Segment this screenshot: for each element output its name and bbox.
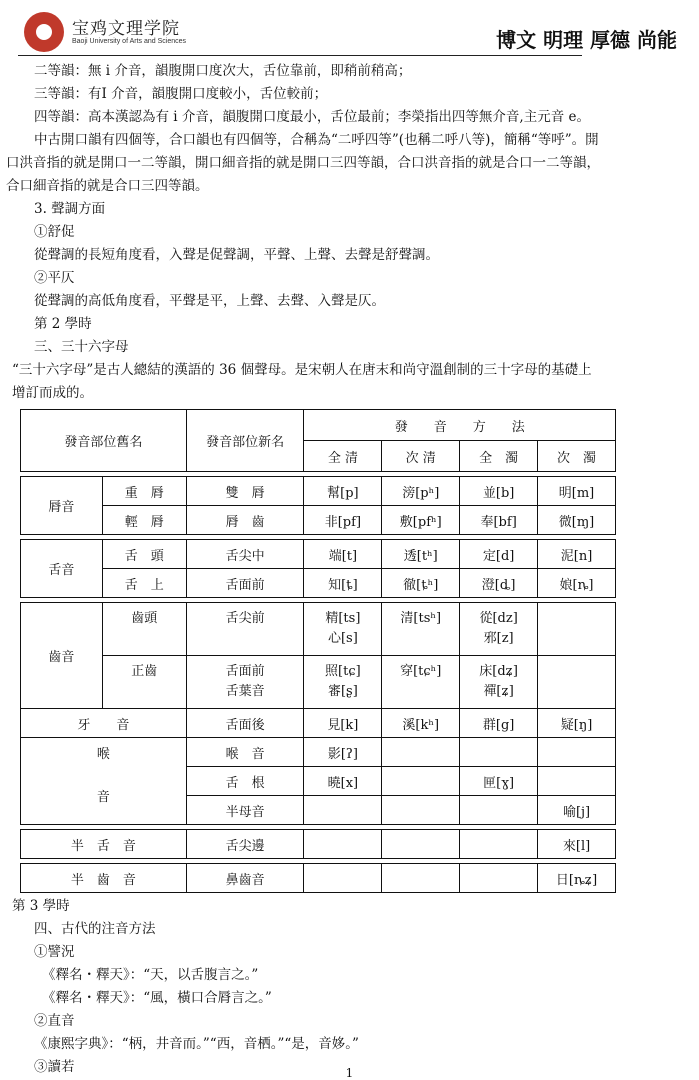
initial-cell	[304, 796, 382, 825]
initial-cell	[382, 830, 460, 859]
group-teeth: 齒音	[21, 603, 103, 709]
initial-cell: 端[t]	[304, 540, 382, 569]
initial-cell: 澄[ȡ]	[460, 569, 538, 598]
university-name-en: Baoji University of Arts and Sciences	[72, 38, 186, 45]
old-name: 齒頭	[102, 603, 186, 656]
subheading: ②平仄	[34, 270, 75, 286]
initial-cell	[460, 738, 538, 767]
initial-cell: 定[d]	[460, 540, 538, 569]
initial-cell: 娘[ȵ]	[538, 569, 616, 598]
initial-cell	[460, 796, 538, 825]
initial-cell: 穿[tɕʰ]	[382, 656, 460, 709]
initial-cell	[304, 830, 382, 859]
initial-cell: 明[m]	[538, 477, 616, 506]
initial-cell	[304, 864, 382, 893]
initials-table	[20, 409, 616, 893]
university-logo-icon	[24, 12, 64, 52]
old-name: 舌 頭	[102, 540, 186, 569]
header-quanqing: 全 清	[304, 441, 382, 472]
initial-cell	[538, 603, 616, 656]
initial-cell: 微[ɱ]	[538, 506, 616, 535]
quote: 《釋名・釋天》：“天，以舌腹言之。”	[42, 967, 259, 983]
new-name: 舌面後	[186, 709, 304, 738]
paragraph: 從聲調的高低角度看，平聲是平，上聲、去聲、入聲是仄。	[34, 293, 385, 309]
new-name: 舌尖中	[186, 540, 304, 569]
header-divider	[18, 55, 582, 56]
initial-cell: 匣[ɣ]	[460, 767, 538, 796]
new-name: 舌尖邊	[186, 830, 304, 859]
initial-cell	[538, 738, 616, 767]
initial-cell: 日[ȵʑ]	[538, 864, 616, 893]
motto: 博文 明理 厚德 尚能	[496, 28, 677, 52]
new-name: 舌面前 舌葉音	[186, 656, 304, 709]
paragraph: 中古開口韻有四個等，合口韻也有四個等，合稱為“二呼四等”(也稱二呼八等)，簡稱“等呼”。開口洪音指的就是開口一二等韻，開口細音指的就是開口三四等韻，合口洪音指的就是合口一二等韻，合口細音指的就是合口三四等韻。	[6, 132, 600, 194]
new-name: 喉 音	[186, 738, 304, 767]
subheading: ②直音	[34, 1013, 75, 1029]
old-name: 輕 脣	[102, 506, 186, 535]
new-name: 舌 根	[186, 767, 304, 796]
document-body	[6, 60, 604, 1079]
quote: 《康熙字典》：“柄，井音而。”“西，音栖。”“是，音姼。”	[34, 1036, 359, 1052]
new-name: 鼻齒音	[186, 864, 304, 893]
initial-cell: 從[dz] 邪[z]	[460, 603, 538, 656]
initial-cell: 曉[x]	[304, 767, 382, 796]
group-lip: 脣音	[21, 477, 103, 535]
section-heading: 四、古代的注音方法	[34, 921, 156, 937]
old-name: 舌 上	[102, 569, 186, 598]
group-banshe: 半 舌 音	[21, 830, 187, 859]
header-cizhuo: 次 濁	[538, 441, 616, 472]
initial-cell	[460, 830, 538, 859]
section-heading: 3. 聲調方面	[34, 201, 106, 217]
old-name: 重 脣	[102, 477, 186, 506]
header-old-name: 發音部位舊名	[21, 410, 187, 472]
old-name: 正齒	[102, 656, 186, 709]
group-throat: 喉	[21, 738, 187, 767]
subheading: ①譬況	[34, 944, 75, 960]
initial-cell: 影[ʔ]	[304, 738, 382, 767]
initial-cell: 照[tɕ] 審[ʂ]	[304, 656, 382, 709]
header-ciqing: 次 清	[382, 441, 460, 472]
university-name: 宝鸡文理学院	[72, 19, 180, 39]
paragraph: “三十六字母”是古人總結的漢語的 36 個聲母。是宋朝人在唐末和尚守溫創制的三十字母的基礎上增訂而成的。	[12, 362, 592, 401]
header-new-name: 發音部位新名	[186, 410, 304, 472]
quote: 《釋名・釋天》：“風，橫口合脣言之。”	[42, 990, 272, 1006]
section-heading: 三、三十六字母	[34, 339, 129, 355]
page-number: 1	[345, 1066, 354, 1080]
subheading: ①舒促	[34, 224, 75, 240]
initial-cell: 床[dʑ] 禪[ʑ]	[460, 656, 538, 709]
new-name: 脣 齒	[186, 506, 304, 535]
initial-cell: 清[tsʰ]	[382, 603, 460, 656]
new-name: 雙 脣	[186, 477, 304, 506]
initial-cell	[382, 767, 460, 796]
initial-cell: 溪[kʰ]	[382, 709, 460, 738]
initial-cell	[382, 864, 460, 893]
new-name: 舌面前	[186, 569, 304, 598]
paragraph: 從聲調的長短角度看，入聲是促聲調，平聲、上聲、去聲是舒聲調。	[34, 247, 439, 263]
new-name: 半母音	[186, 796, 304, 825]
initial-cell: 來[l]	[538, 830, 616, 859]
group-banchi: 半 齒 音	[21, 864, 187, 893]
initial-cell: 見[k]	[304, 709, 382, 738]
page-header	[0, 0, 699, 58]
lesson-marker: 第 3 學時	[12, 898, 70, 914]
subheading: ③讀若	[34, 1059, 75, 1075]
initial-cell: 滂[pʰ]	[382, 477, 460, 506]
initial-cell: 群[g]	[460, 709, 538, 738]
initial-cell: 並[b]	[460, 477, 538, 506]
initial-cell: 精[ts] 心[s]	[304, 603, 382, 656]
initial-cell: 疑[ŋ]	[538, 709, 616, 738]
initial-cell: 泥[n]	[538, 540, 616, 569]
initial-cell: 透[tʰ]	[382, 540, 460, 569]
initial-cell: 喻[j]	[538, 796, 616, 825]
initial-cell: 奉[bf]	[460, 506, 538, 535]
header-method: 發 音 方 法	[304, 410, 616, 441]
initial-cell: 幫[p]	[304, 477, 382, 506]
initial-cell: 徹[ȶʰ]	[382, 569, 460, 598]
paragraph: 二等韻：無 i 介音，韻腹開口度次大，舌位靠前，即稍前稍高；	[34, 63, 412, 79]
paragraph: 三等韻：有I 介音，韻腹開口度較小，舌位較前；	[34, 86, 328, 102]
new-name: 舌尖前	[186, 603, 304, 656]
initial-cell	[460, 864, 538, 893]
lesson-marker: 第 2 學時	[34, 316, 92, 332]
group-throat-2: 音	[21, 767, 187, 825]
group-tongue: 舌音	[21, 540, 103, 598]
initial-cell: 知[ȶ]	[304, 569, 382, 598]
initial-cell	[382, 796, 460, 825]
initial-cell: 非[pf]	[304, 506, 382, 535]
header-quanzhuo: 全 濁	[460, 441, 538, 472]
initial-cell	[538, 656, 616, 709]
initial-cell	[538, 767, 616, 796]
initial-cell: 敷[pfʰ]	[382, 506, 460, 535]
group-molar: 牙 音	[21, 709, 187, 738]
initial-cell	[382, 738, 460, 767]
paragraph: 四等韻：高本漢認為有 i 介音，韻腹開口度最小，舌位最前；李榮指出四等無介音,主元音 e。	[34, 109, 590, 125]
